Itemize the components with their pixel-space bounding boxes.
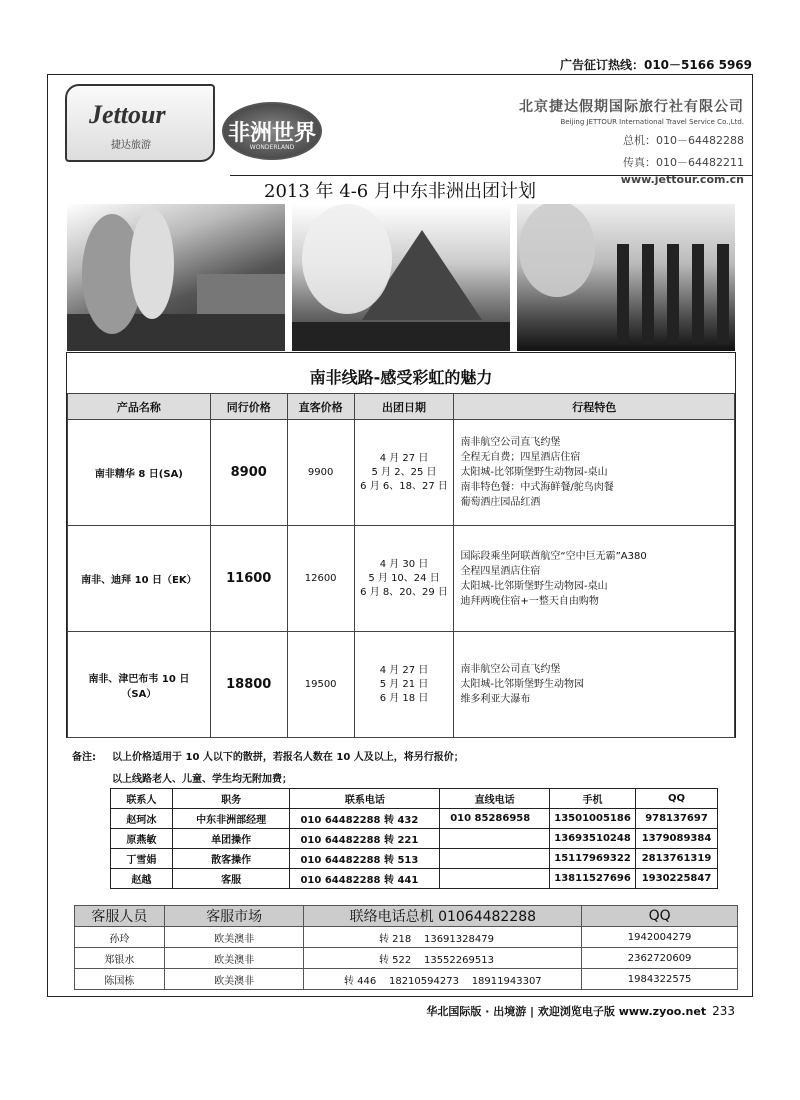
service-qq: 2362720609	[582, 948, 738, 969]
service-market: 欧美澳非	[164, 948, 304, 969]
route-features: 南非航空公司直飞约堡 全程无自费；四星酒店住宿 太阳城-比邻斯堡野生动物园-桌山 南非特色餐：中式海鲜餐/鸵鸟肉餐 葡萄酒庄园品红酒	[454, 420, 735, 526]
table-row	[111, 809, 718, 829]
header-service-phone: 联络电话总机 01064482288	[304, 906, 582, 927]
contact-role: 单团操作	[172, 829, 290, 849]
contact-mobile: 13693510248	[550, 829, 636, 849]
service-name: 郑银水	[75, 948, 165, 969]
jettour-logo-cn: 捷达旅游	[111, 140, 151, 151]
company-fax: 传真：010－64482211	[623, 156, 744, 169]
contact-mobile: 13811527696	[550, 869, 636, 889]
photo-couple-harbor-art	[67, 204, 285, 351]
contact-name: 赵珂冰	[111, 809, 173, 829]
south-africa-routes	[66, 352, 736, 738]
service-phone: 转 446 18210594273 18911943307	[304, 969, 582, 990]
contact-phone: 010 64482288 转 432	[290, 809, 440, 829]
header-role: 职务	[172, 789, 290, 809]
notes-line-2: 以上线路老人、儿童、学生均无附加费；	[112, 774, 292, 785]
company-phone: 总机：010－64482288	[623, 134, 744, 147]
jettour-logo	[65, 84, 215, 162]
contact-mobile: 15117969322	[550, 849, 636, 869]
contact-direct-line	[440, 849, 550, 869]
notes-label: 备注:	[72, 752, 96, 763]
company-name-cn: 北京捷达假期国际旅行社有限公司	[519, 99, 744, 115]
route-dates: 4 月 27 日 5 月 21 日 6 月 18 日	[354, 632, 454, 738]
header-contact: 联系人	[111, 789, 173, 809]
service-qq: 1942004279	[582, 927, 738, 948]
contact-table-header	[111, 789, 718, 809]
service-market: 欧美澳非	[164, 927, 304, 948]
service-qq: 1984322575	[582, 969, 738, 990]
wonderland-logo-text: 非洲世界	[227, 121, 316, 146]
customer-service-table	[74, 905, 738, 990]
contact-qq: 978137697	[636, 809, 718, 829]
table-row	[75, 969, 738, 990]
table-row	[75, 927, 738, 948]
service-market: 欧美澳非	[164, 969, 304, 990]
header-phone: 联系电话	[290, 789, 440, 809]
page-number: 233	[712, 1004, 735, 1018]
service-phone: 转 218 13691328479	[304, 927, 582, 948]
contact-phone: 010 64482288 转 513	[290, 849, 440, 869]
contact-name: 赵越	[111, 869, 173, 889]
notes-line-1	[72, 748, 464, 763]
header-mobile: 手机	[550, 789, 636, 809]
table-row	[68, 632, 735, 738]
section-title: 南非线路-感受彩虹的魅力	[309, 368, 493, 387]
contact-qq: 1930225847	[636, 869, 718, 889]
route-name: 南非、津巴布韦 10 日 （SA）	[68, 632, 211, 738]
table-row	[111, 869, 718, 889]
header-divider	[230, 175, 752, 176]
company-website: www.jettour.com.cn	[620, 173, 744, 186]
contact-qq: 1379089384	[636, 829, 718, 849]
notes-text-1: 以上价格适用于 10 人以下的散拼，若报名人数在 10 人及以上，将另行报价；	[112, 752, 464, 763]
route-table-header	[68, 394, 735, 420]
contact-direct-line	[440, 869, 550, 889]
contact-qq: 2813761319	[636, 849, 718, 869]
contact-phone: 010 64482288 转 221	[290, 829, 440, 849]
header-service-qq: QQ	[582, 906, 738, 927]
table-row	[68, 526, 735, 632]
route-features: 南非航空公司直飞约堡 太阳城-比邻斯堡野生动物园 维多利亚大瀑布	[454, 632, 735, 738]
contact-mobile: 13501005186	[550, 809, 636, 829]
route-name: 南非精华 8 日(SA)	[68, 420, 211, 526]
route-dates: 4 月 27 日 5 月 2、25 日 6 月 6、18、27 日	[354, 420, 454, 526]
route-dates: 4 月 30 日 5 月 10、24 日 6 月 8、20、29 日	[354, 526, 454, 632]
header-direct-line: 直线电话	[440, 789, 550, 809]
route-table	[67, 393, 735, 738]
header-product: 产品名称	[68, 394, 211, 420]
route-features: 国际段乘坐阿联酋航空“空中巨无霸”A380 全程四星酒店住宿 太阳城-比邻斯堡野生动物园-桌山 迪拜两晚住宿+一整天自由购物	[454, 526, 735, 632]
route-direct-price: 12600	[287, 526, 354, 632]
contact-phone: 010 64482288 转 441	[290, 869, 440, 889]
table-row	[75, 948, 738, 969]
route-direct-price: 9900	[287, 420, 354, 526]
service-phone: 转 522 13552269513	[304, 948, 582, 969]
footer-text: 华北国际版 · 出境游 | 欢迎浏览电子版 www.zyoo.net	[426, 1005, 707, 1018]
contact-role: 客服	[172, 869, 290, 889]
route-direct-price: 19500	[287, 632, 354, 738]
header-peer-price: 同行价格	[210, 394, 287, 420]
photo-temple-ruins-art	[517, 204, 735, 351]
wonderland-logo	[222, 102, 322, 160]
table-row	[111, 829, 718, 849]
route-name: 南非、迪拜 10 日（EK）	[68, 526, 211, 632]
wonderland-logo-en: WONDERLAND	[249, 144, 295, 151]
contact-direct-line	[440, 829, 550, 849]
table-row	[111, 849, 718, 869]
contact-table	[110, 788, 718, 889]
ad-hotline: 广告征订热线：010－5166 5969	[559, 58, 752, 72]
service-name: 孙玲	[75, 927, 165, 948]
route-peer-price: 11600	[210, 526, 287, 632]
route-peer-price: 18800	[210, 632, 287, 738]
header-service-market: 客服市场	[164, 906, 304, 927]
header-service-staff: 客服人员	[75, 906, 165, 927]
contact-name: 原燕敏	[111, 829, 173, 849]
page-footer	[426, 1003, 735, 1019]
header-features: 行程特色	[454, 394, 735, 420]
photo-temple-ruins	[517, 204, 735, 351]
photo-pyramid	[292, 204, 510, 351]
jettour-logo-text: Jettour	[89, 100, 166, 129]
table-row	[68, 420, 735, 526]
page-title: 2013 年 4-6 月中东非洲出团计划	[264, 181, 536, 202]
company-name-en: Beijing JETTOUR International Travel Service Co.,Ltd.	[560, 118, 744, 126]
photo-pyramid-art	[292, 204, 510, 351]
header-dates: 出团日期	[354, 394, 454, 420]
service-table-header	[75, 906, 738, 927]
service-name: 陈国栋	[75, 969, 165, 990]
contact-direct-line: 010 85286958	[440, 809, 550, 829]
header-qq: QQ	[636, 789, 718, 809]
contact-name: 丁雪娟	[111, 849, 173, 869]
header-direct-price: 直客价格	[287, 394, 354, 420]
company-info	[519, 96, 744, 186]
contact-role: 中东非洲部经理	[172, 809, 290, 829]
route-peer-price: 8900	[210, 420, 287, 526]
contact-role: 散客操作	[172, 849, 290, 869]
photo-couple-harbor	[67, 204, 285, 351]
